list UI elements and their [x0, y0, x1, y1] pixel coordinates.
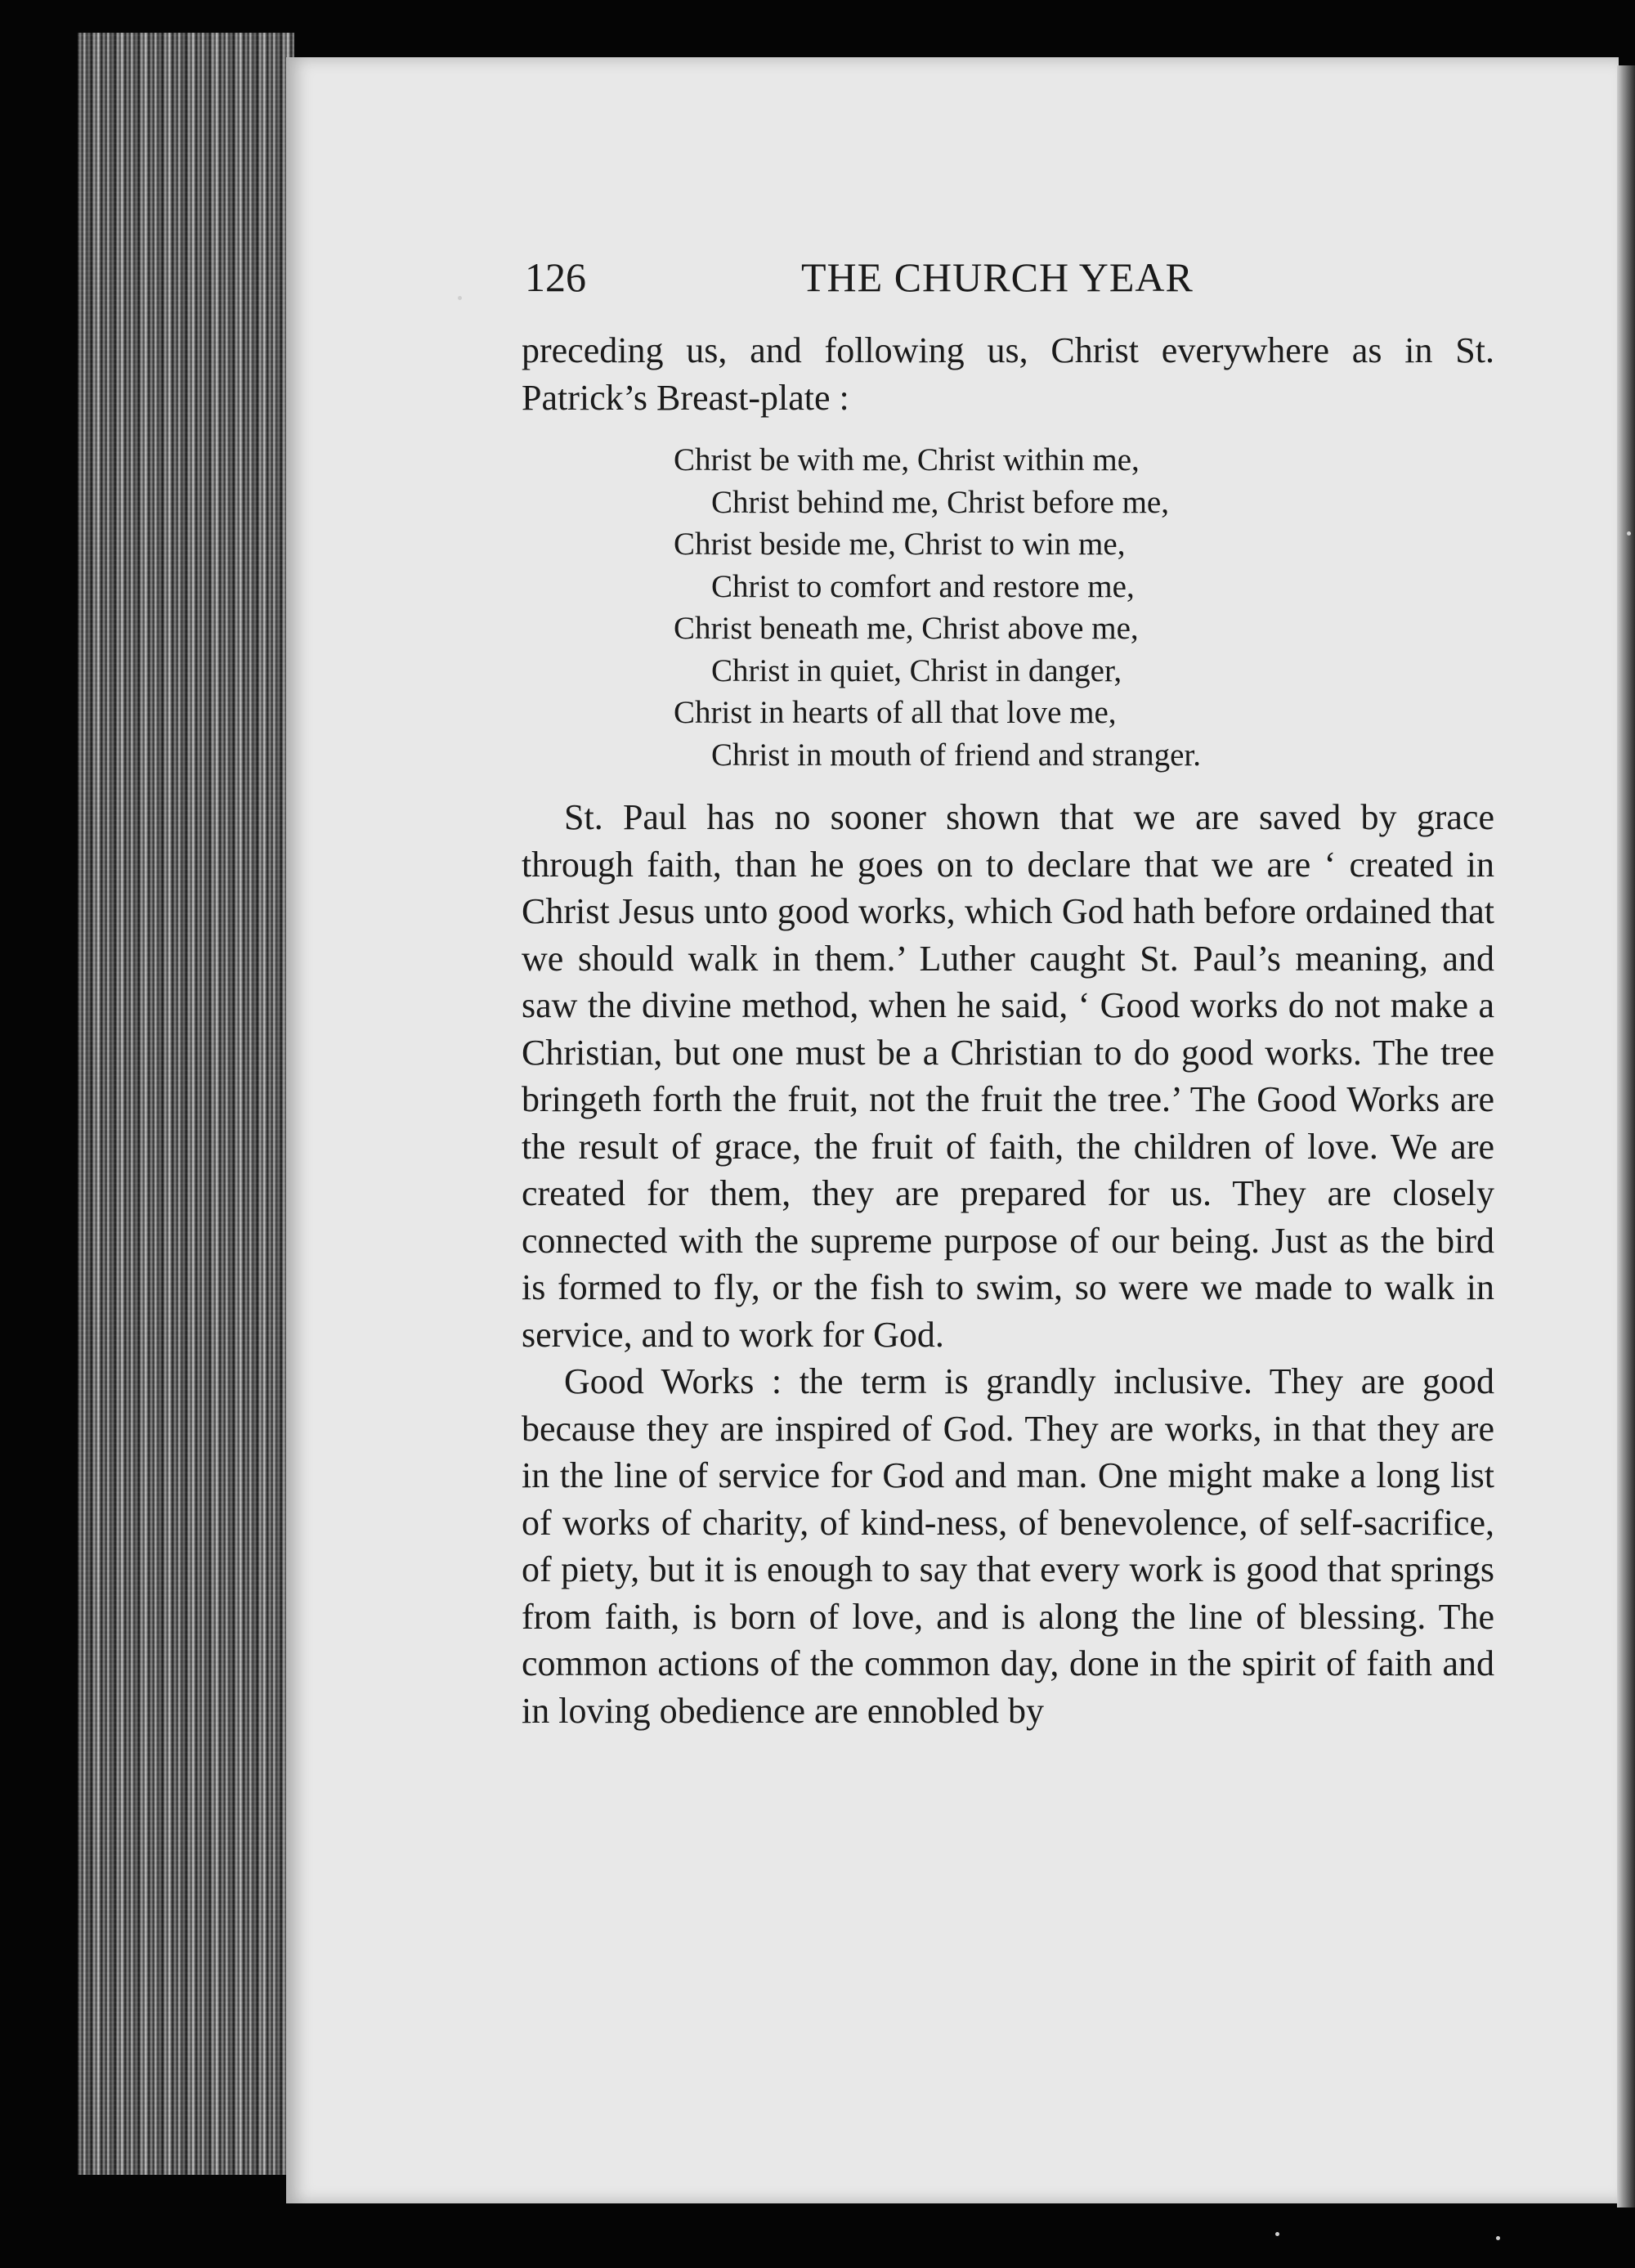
poem-line: Christ behind me, Christ before me,	[711, 484, 1169, 520]
page-number: 126	[525, 254, 586, 300]
page-right-shadow	[1617, 65, 1635, 2207]
book-page-edges	[78, 33, 294, 2175]
poem-line: Christ to comfort and restore me,	[711, 568, 1135, 604]
running-title: THE CHURCH YEAR	[801, 254, 1194, 300]
paragraph-good-works-grace: St. Paul has no sooner shown that we are saved by grace through faith, than he goes on to declare that we are ‘ created in Christ Jesus unto good works, which God hath before ordained that we should walk in them.’ Luther caught St. Paul’s meaning, and saw the divine method, when he said, ‘ Good works do not make a Christian, but one must be a Christian to do good works. The tree bringeth forth the fruit, not the fruit the tree.’ The Good Works are the result of grace, the fruit of faith, the children of love. We are created for them, they are prepared for us. They are closely connected with the supreme purpose of our being. Just as the bird is formed to fly, or the fish to swim, so were we made to walk in service, and to work for God.	[522, 797, 1494, 1355]
page-header	[525, 245, 1489, 311]
poem-line: Christ beside me, Christ to win me,	[674, 527, 1126, 562]
scan-speck	[458, 296, 462, 300]
lead-paragraph: preceding us, and following us, Christ everywhere as in St. Patrick’s Breast-plate :	[522, 330, 1494, 418]
paragraph-good-works-inclusive: Good Works : the term is grandly inclusive. They are good because they are inspired of God. They are works, in that they are in the line of service for God and man. One might make a long list of works of charity, of kind-ness, of benevolence, of self-sacrifice, of piety, but it is enough to say that every work is good that springs from faith, is born of love, and is along the line of blessing. The common actions of the common day, done in the spirit of faith and in loving obedience are ennobled by	[522, 1361, 1494, 1731]
poem-line: Christ beneath me, Christ above me,	[674, 611, 1139, 646]
scan-speck	[1496, 2236, 1500, 2240]
poem-line: Christ in quiet, Christ in danger,	[711, 652, 1122, 688]
poem-stanza	[674, 439, 1494, 776]
poem-line: Christ in mouth of friend and stranger.	[711, 737, 1201, 773]
scan-speck	[1275, 2232, 1279, 2236]
poem-line: Christ in hearts of all that love me,	[674, 695, 1117, 730]
scan-speck	[1627, 531, 1631, 536]
poem-line: Christ be with me, Christ within me,	[674, 442, 1140, 477]
body-text	[522, 327, 1494, 1734]
